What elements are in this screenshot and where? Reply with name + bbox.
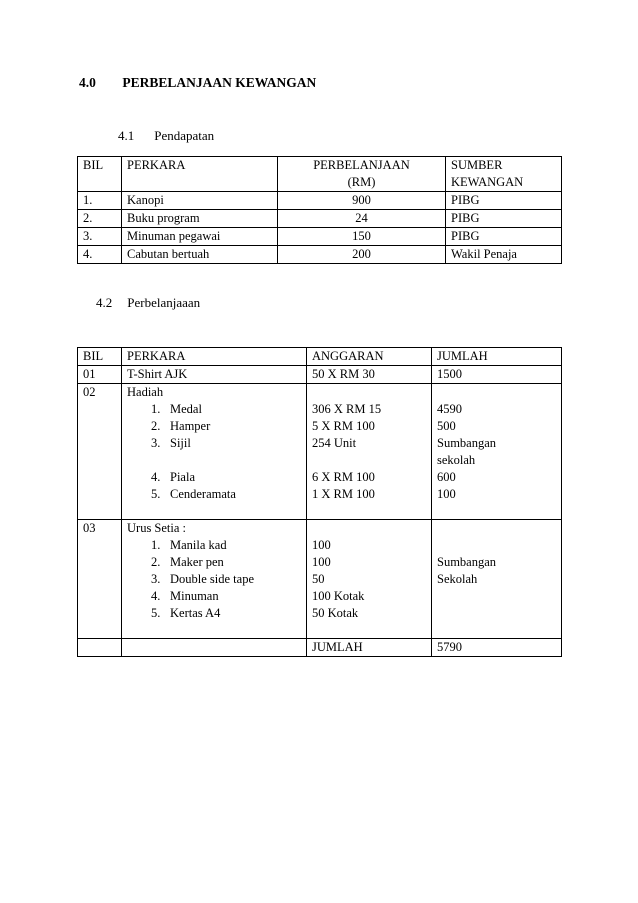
cell-jumlah: 4590 500 Sumbangan sekolah 600 100: [432, 384, 562, 520]
header-perkara: PERKARA: [122, 348, 307, 366]
cell-bil: 1.: [78, 192, 122, 210]
list-item: 4. Minuman: [151, 589, 219, 603]
table-row: [78, 366, 562, 384]
subsection-number: 4.1: [118, 128, 135, 143]
subsection-title: Perbelanjaaan: [127, 295, 201, 310]
prize-list: [127, 401, 301, 503]
table-row: [78, 384, 562, 520]
subsection-number: 4.2: [96, 295, 113, 310]
list-item: 1. Manila kad: [151, 538, 227, 552]
header-bil: BIL: [78, 348, 122, 366]
table-row: [78, 520, 562, 639]
header-perbelanjaan: PERBELANJAAN (RM): [278, 157, 446, 192]
table-row: [78, 210, 562, 228]
cell-empty: [122, 639, 307, 657]
table-header-row: [78, 348, 562, 366]
cell-bil: 02: [78, 384, 122, 520]
list-item: 3. Double side tape: [151, 572, 255, 586]
cell-source: Wakil Penaja: [446, 246, 562, 264]
header-perkara: PERKARA: [122, 157, 278, 192]
cell-perkara: Buku program: [122, 210, 278, 228]
total-label: JUMLAH: [307, 639, 432, 657]
supplies-list: [127, 537, 301, 622]
cell-bil: 2.: [78, 210, 122, 228]
cell-amount: 150: [278, 228, 446, 246]
cell-jumlah: 1500: [432, 366, 562, 384]
header-sumber: SUMBER KEWANGAN: [446, 157, 562, 192]
subsection-heading-income: [118, 128, 214, 144]
cell-perkara: T-Shirt AJK: [122, 366, 307, 384]
cell-bil: 4.: [78, 246, 122, 264]
cell-source: PIBG: [446, 228, 562, 246]
list-item: 2. Hamper: [151, 419, 211, 433]
cell-bil: 3.: [78, 228, 122, 246]
table-row: [78, 192, 562, 210]
total-row: [78, 639, 562, 657]
header-anggaran: ANGGARAN: [307, 348, 432, 366]
cell-amount: 24: [278, 210, 446, 228]
cell-amount: 900: [278, 192, 446, 210]
subsection-title: Pendapatan: [154, 128, 215, 143]
cell-perkara: Kanopi: [122, 192, 278, 210]
header-bil: BIL: [78, 157, 122, 192]
cell-perkara: Urus Setia : 1. Manila kad 2. Maker pen 3. Double side tape 4. Minuman 5. Kertas A4: [122, 520, 307, 639]
expense-table: [77, 347, 562, 657]
table-row: [78, 246, 562, 264]
cell-perkara: Cabutan bertuah: [122, 246, 278, 264]
cell-source: PIBG: [446, 210, 562, 228]
cell-anggaran: 100 100 50 100 Kotak 50 Kotak: [307, 520, 432, 639]
cell-perkara: Hadiah 1. Medal 2. Hamper 3. Sijil 4. Piala 5. Cenderamata: [122, 384, 307, 520]
list-item: 5. Kertas A4: [151, 606, 221, 620]
table-header-row: [78, 157, 562, 192]
header-jumlah: JUMLAH: [432, 348, 562, 366]
cell-bil: 03: [78, 520, 122, 639]
cell-perkara: Minuman pegawai: [122, 228, 278, 246]
section-title: PERBELANJAAN KEWANGAN: [122, 75, 317, 90]
income-table: [77, 156, 562, 264]
list-item: 3. Sijil: [151, 436, 191, 450]
cell-amount: 200: [278, 246, 446, 264]
cell-empty: [78, 639, 122, 657]
list-item: 1. Medal: [151, 402, 202, 416]
cell-source: PIBG: [446, 192, 562, 210]
total-value: 5790: [432, 639, 562, 657]
list-item: 4. Piala: [151, 470, 195, 484]
cell-anggaran: 50 X RM 30: [307, 366, 432, 384]
list-item: 2. Maker pen: [151, 555, 224, 569]
list-item: 5. Cenderamata: [151, 487, 236, 501]
section-heading: [79, 75, 316, 91]
cell-jumlah: Sumbangan Sekolah: [432, 520, 562, 639]
cell-anggaran: 306 X RM 15 5 X RM 100 254 Unit 6 X RM 100 1 X RM 100: [307, 384, 432, 520]
cell-bil: 01: [78, 366, 122, 384]
table-row: [78, 228, 562, 246]
section-number: 4.0: [79, 75, 96, 90]
subsection-heading-expense: [96, 295, 200, 311]
